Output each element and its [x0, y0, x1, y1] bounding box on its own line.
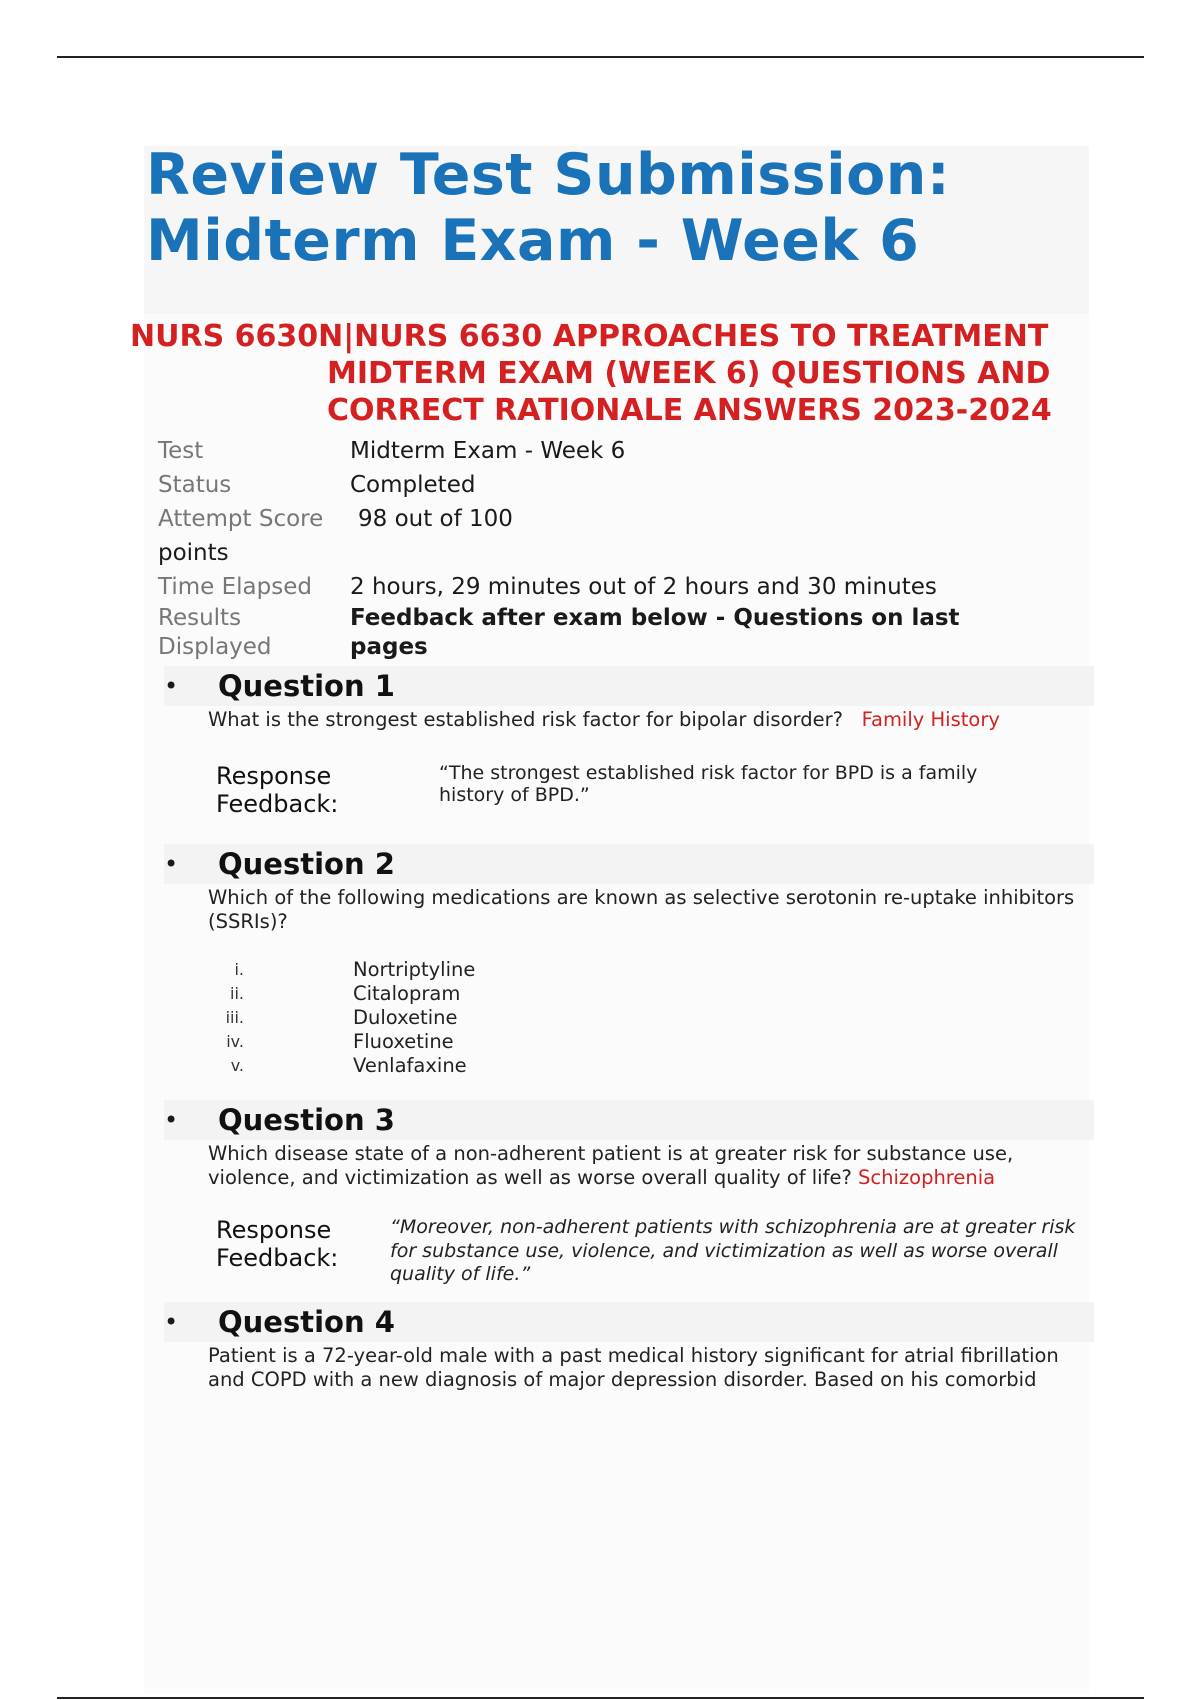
- detail-row-time: [158, 570, 1088, 604]
- option-number: v.: [230, 1056, 244, 1075]
- question-prompt: Which disease state of a non-adherent patient is at greater risk for substance use, violence, and victimization as well as worse overall quality of life?: [208, 1142, 1014, 1189]
- question-header: [164, 1100, 1094, 1140]
- option-number: iv.: [226, 1032, 244, 1051]
- subtitle-line-1: NURS 6630N|NURS 6630 APPROACHES TO TREATMENT: [130, 319, 1049, 354]
- status-label: Status: [158, 472, 232, 498]
- question-text: [208, 886, 1088, 934]
- detail-row-test: [158, 434, 1088, 468]
- correct-answer: Schizophrenia: [858, 1166, 996, 1189]
- results-label-line-1: Results: [158, 605, 242, 631]
- question-4: [164, 1302, 1094, 1392]
- page-title-line-1: Review Test Submission:: [146, 142, 951, 208]
- option-number: i.: [234, 960, 244, 979]
- question-prompt: What is the strongest established risk factor for bipolar disorder?: [208, 708, 843, 731]
- option-number: iii.: [225, 1008, 244, 1027]
- score-label: Attempt Score: [158, 506, 324, 532]
- time-label: Time Elapsed: [158, 574, 312, 600]
- option-item: [208, 1006, 1094, 1030]
- option-name: Nortriptyline: [353, 958, 476, 981]
- results-label-line-2: Displayed: [158, 634, 272, 660]
- results-value: Feedback after exam below - Questions on last pages: [350, 605, 960, 660]
- document-subtitle: [130, 318, 1070, 429]
- time-value: 2 hours, 29 minutes out of 2 hours and 30 minutes: [350, 574, 937, 600]
- bullet: •: [164, 850, 179, 878]
- detail-row-status: [158, 468, 1088, 502]
- score-value: 98 out of 100: [358, 506, 513, 532]
- question-header: [164, 1302, 1094, 1342]
- score-unit: points: [158, 540, 229, 566]
- bullet: •: [164, 672, 179, 700]
- option-list: [208, 958, 1094, 1078]
- option-name: Fluoxetine: [353, 1030, 454, 1053]
- option-item: [208, 1054, 1094, 1078]
- question-header: [164, 666, 1094, 706]
- bottom-rule: [57, 1697, 1144, 1699]
- option-item: [208, 982, 1094, 1006]
- question-prompt: Which of the following medications are known as selective serotonin re-uptake inhibitors (SSRIs)?: [208, 886, 1075, 933]
- question-text: [208, 708, 1088, 732]
- question-text: [208, 1344, 1088, 1392]
- option-name: Citalopram: [353, 982, 461, 1005]
- bullet: •: [164, 1106, 179, 1134]
- option-name: Venlafaxine: [353, 1054, 467, 1077]
- response-feedback: [216, 762, 1094, 822]
- question-title: Question 3: [218, 1103, 395, 1137]
- results-label: [158, 604, 272, 662]
- detail-row-score: [158, 502, 1088, 536]
- question-2: [164, 844, 1094, 1078]
- page-title: [146, 142, 1086, 274]
- question-header: [164, 844, 1094, 884]
- option-number: ii.: [230, 984, 244, 1003]
- question-prompt: Patient is a 72-year-old male with a past medical history significant for atrial fibrillation and COPD with a new diagnosis of major depression disorder. Based on his comorbid: [208, 1344, 1059, 1391]
- option-item: [208, 958, 1094, 982]
- feedback-text: “Moreover, non-adherent patients with schizophrenia are at greater risk for substance use, violence, and victimization as well as worse overall quality of life.”: [390, 1216, 1076, 1285]
- question-3: [164, 1100, 1094, 1285]
- option-item: [208, 1030, 1094, 1054]
- top-rule: [57, 56, 1144, 58]
- feedback-label: Response Feedback:: [216, 1216, 339, 1272]
- subtitle-line-2: MIDTERM EXAM (WEEK 6) QUESTIONS AND: [327, 356, 1051, 391]
- question-title: Question 2: [218, 847, 395, 881]
- status-value: Completed: [350, 472, 476, 498]
- correct-answer: Family History: [861, 708, 1000, 731]
- submission-details: [158, 434, 1088, 662]
- page-title-line-2: Midterm Exam - Week 6: [146, 208, 920, 274]
- question-1: [164, 666, 1094, 822]
- detail-row-results: [158, 604, 1088, 662]
- feedback-label: Response Feedback:: [216, 762, 339, 818]
- test-value: Midterm Exam - Week 6: [350, 438, 626, 464]
- feedback-text: “The strongest established risk factor for BPD is a family history of BPD.”: [439, 762, 978, 806]
- question-title: Question 4: [218, 1305, 395, 1339]
- option-name: Duloxetine: [353, 1006, 458, 1029]
- response-feedback: [216, 1216, 1094, 1285]
- test-label: Test: [158, 438, 204, 464]
- question-text: [208, 1142, 1088, 1190]
- detail-row-points: [158, 536, 1088, 570]
- subtitle-line-3: CORRECT RATIONALE ANSWERS 2023-2024: [327, 393, 1052, 428]
- bullet: •: [164, 1308, 179, 1336]
- question-title: Question 1: [218, 669, 395, 703]
